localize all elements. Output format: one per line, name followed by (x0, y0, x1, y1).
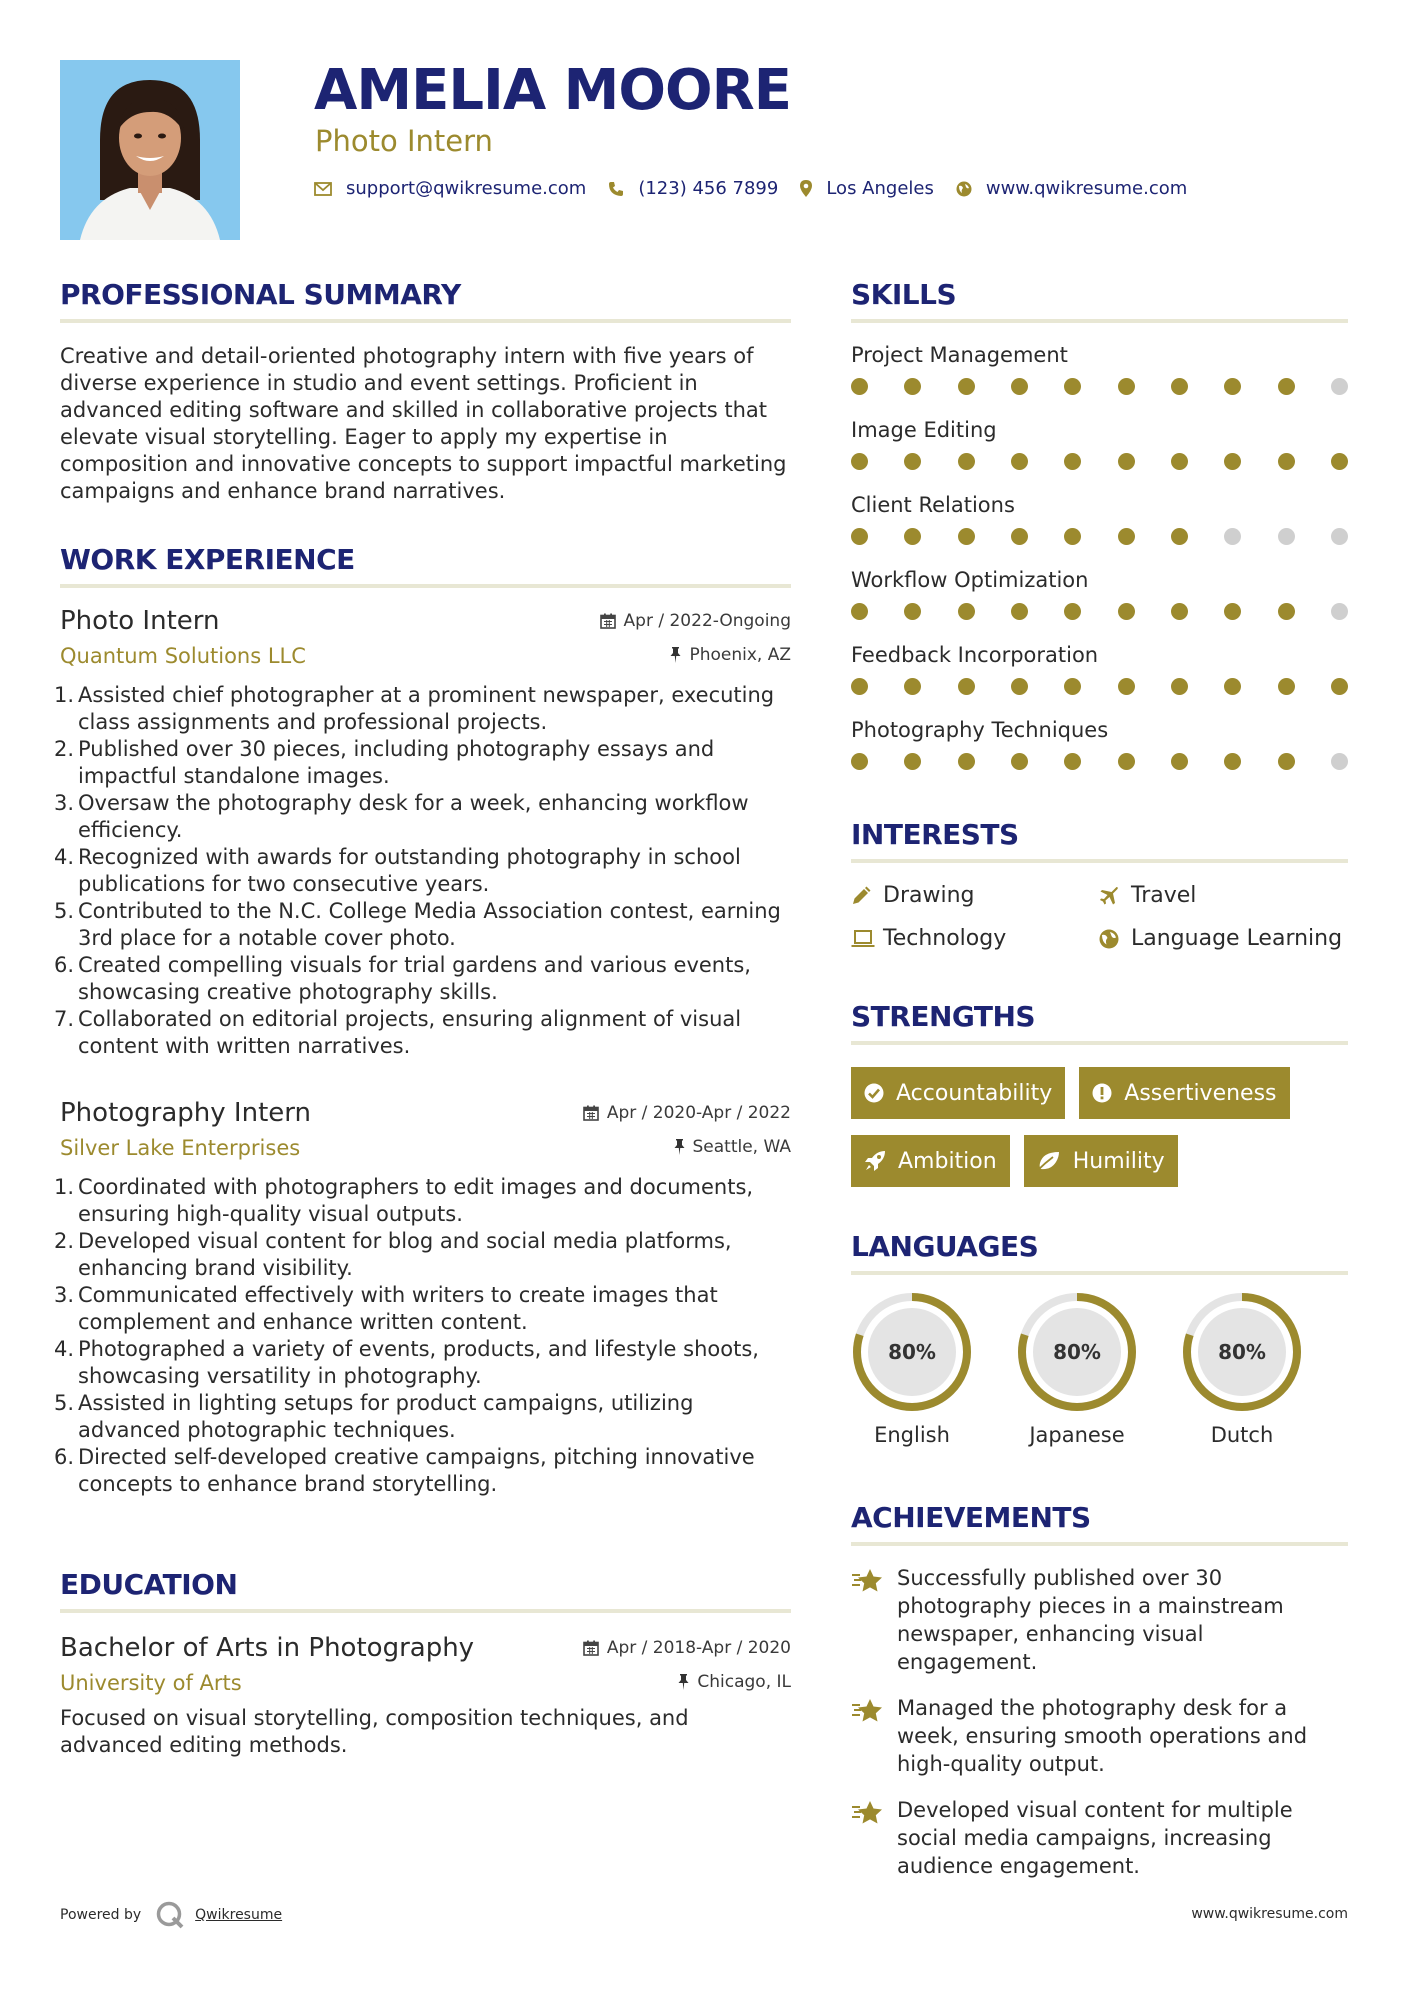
contact-email[interactable] (314, 178, 586, 199)
education-location-text: Chicago, IL (697, 1672, 791, 1692)
education-location (678, 1672, 791, 1692)
language-name: Dutch (1210, 1423, 1274, 1447)
achievement-item (851, 1694, 1348, 1778)
job-entry (54, 606, 791, 1060)
skill-dot (1224, 528, 1241, 545)
skill-name: Image Editing (851, 418, 997, 442)
skill-item (851, 564, 1348, 639)
skill-rating (851, 671, 1348, 714)
phone-icon (608, 181, 624, 197)
skill-dot (851, 378, 868, 395)
skill-dot (851, 603, 868, 620)
section-divider (851, 1041, 1348, 1045)
skill-dot (1331, 528, 1348, 545)
map-pin-icon (800, 180, 812, 197)
skill-dot (1224, 603, 1241, 620)
laptop-icon (851, 930, 883, 948)
exclamation-circle-icon (1092, 1083, 1112, 1103)
skill-dot (1064, 753, 1081, 770)
job-bullets (54, 1174, 791, 1498)
strengths-section (851, 1000, 1348, 1187)
job-bullet: 6. Created compelling visuals for trial gardens and various events, showcasing creative photography skills. (54, 953, 751, 1004)
skill-dot (904, 378, 921, 395)
check-circle-icon (864, 1083, 884, 1103)
job-bullet: 5. Assisted in lighting setups for product campaigns, utilizing advanced photographic techniques. (54, 1391, 694, 1442)
contact-bar (314, 178, 1209, 199)
pencil-icon (851, 886, 883, 906)
section-title: ACHIEVEMENTS (851, 1501, 1091, 1534)
job-location-text: Seattle, WA (692, 1137, 791, 1157)
languages-list (851, 1291, 1348, 1447)
skill-dot (1064, 378, 1081, 395)
skill-dot (1171, 678, 1188, 695)
achievement-text: Successfully published over 30 photography pieces in a mainstream newspaper, enhancing visual engagement. (897, 1566, 1284, 1674)
profile-photo (60, 60, 240, 240)
skill-dot (1118, 378, 1135, 395)
skill-dot (958, 603, 975, 620)
skill-dot (958, 678, 975, 695)
skill-dot (1118, 753, 1135, 770)
skill-dot (1064, 603, 1081, 620)
section-title: LANGUAGES (851, 1230, 1039, 1263)
achievement-item (851, 1796, 1348, 1880)
website-text: www.qwikresume.com (985, 178, 1188, 199)
job-location (670, 645, 791, 665)
skill-dot (904, 678, 921, 695)
phone-text: (123) 456 7899 (638, 178, 779, 199)
interest-item (851, 883, 1099, 908)
job-bullet: 4. Photographed a variety of events, products, and lifestyle shoots, showcasing versatility in photography. (54, 1337, 759, 1388)
qwikresume-link[interactable]: Qwikresume (195, 1907, 283, 1923)
achievements-list (851, 1564, 1348, 1880)
plane-icon (1099, 886, 1131, 906)
skill-dot (904, 603, 921, 620)
skill-dot (851, 453, 868, 470)
skill-name: Feedback Incorporation (851, 643, 1099, 667)
language-item (851, 1291, 973, 1447)
skill-dot (1331, 753, 1348, 770)
section-divider (60, 584, 791, 588)
candidate-name: AMELIA MOORE (314, 58, 791, 123)
skill-dot (1011, 678, 1028, 695)
job-bullet: 6. Directed self-developed creative campaigns, pitching innovative concepts to enhance brand storytelling. (54, 1445, 755, 1496)
skill-dot (1278, 603, 1295, 620)
star-icon (851, 1564, 897, 1676)
job-bullet: 3. Communicated effectively with writers to create images that complement and enhance written content. (54, 1283, 718, 1334)
skill-dot (1224, 453, 1241, 470)
job-title: Photo Intern (60, 606, 220, 636)
job-date-text: Apr / 2022-Ongoing (623, 611, 791, 631)
skill-dot (1171, 603, 1188, 620)
interests-list (851, 883, 1348, 951)
skill-dot (1011, 753, 1028, 770)
contact-phone[interactable] (608, 178, 778, 199)
skill-dot (851, 678, 868, 695)
pushpin-icon (674, 1139, 685, 1155)
calendar-icon (583, 1640, 599, 1656)
skill-dot (1224, 753, 1241, 770)
skill-dot (958, 453, 975, 470)
language-percent: 80% (888, 1340, 936, 1364)
skill-dot (1011, 378, 1028, 395)
job-bullet: 4. Recognized with awards for outstanding photography in school publications for two consecutive years. (54, 845, 741, 896)
summary-text: Creative and detail-oriented photography intern with five years of diverse experience in studio and event settings. Proficient in advanced editing software and skilled in collaborative projects that elevate visual storytelling. Eager to apply my expertise in composition and innovative concepts to support impactful marketing campaigns and enhance brand narratives. (60, 344, 787, 503)
skill-dot (1118, 453, 1135, 470)
interest-label: Technology (883, 926, 1007, 951)
skill-dot (1278, 528, 1295, 545)
strength-badge (1024, 1135, 1178, 1187)
skill-dot (1331, 678, 1348, 695)
contact-website[interactable] (956, 178, 1187, 199)
language-progress-ring (1181, 1291, 1303, 1413)
skill-dot (1278, 678, 1295, 695)
calendar-icon (600, 613, 616, 629)
job-bullet: 1. Coordinated with photographers to edit images and documents, ensuring high-quality visual outputs. (54, 1175, 754, 1226)
skill-dot (851, 753, 868, 770)
qwikresume-logo-icon (155, 1900, 185, 1930)
skill-dot (1064, 453, 1081, 470)
skill-dot (904, 453, 921, 470)
job-location-text: Phoenix, AZ (689, 645, 791, 665)
strength-badge (851, 1067, 1065, 1119)
calendar-icon (583, 1105, 599, 1121)
skill-dot (1224, 678, 1241, 695)
skill-item (851, 414, 1348, 489)
job-bullets (54, 682, 791, 1060)
skill-rating (851, 746, 1348, 789)
skill-dot (1224, 378, 1241, 395)
job-bullet: 3. Oversaw the photography desk for a week, enhancing workflow efficiency. (54, 791, 749, 842)
skill-dot (1171, 453, 1188, 470)
section-title: PROFESSIONAL SUMMARY (60, 278, 461, 311)
interest-label: Travel (1131, 883, 1197, 908)
skill-item (851, 339, 1348, 414)
section-divider (60, 319, 791, 323)
skill-item (851, 714, 1348, 789)
pushpin-icon (670, 647, 681, 663)
skill-dot (1011, 453, 1028, 470)
interest-item (851, 926, 1099, 951)
skill-dot (958, 378, 975, 395)
job-date-text: Apr / 2020-Apr / 2022 (606, 1103, 791, 1123)
skill-dot (1171, 753, 1188, 770)
strength-label: Ambition (898, 1148, 997, 1174)
education-date (583, 1638, 791, 1658)
star-icon (851, 1694, 897, 1778)
globe-icon (1099, 929, 1131, 949)
skills-list (851, 339, 1348, 789)
interest-label: Drawing (883, 883, 975, 908)
skill-rating (851, 446, 1348, 489)
section-title: SKILLS (851, 278, 957, 311)
school-name: University of Arts (60, 1671, 242, 1695)
skill-dot (1331, 378, 1348, 395)
section-divider (851, 859, 1348, 863)
skill-dot (1331, 453, 1348, 470)
skill-dot (1011, 603, 1028, 620)
footer-website[interactable]: www.qwikresume.com (1191, 1906, 1348, 1922)
skill-dot (958, 528, 975, 545)
strength-badge (851, 1135, 1010, 1187)
section-title: EDUCATION (60, 1568, 238, 1601)
contact-location (800, 178, 934, 199)
star-icon (851, 1796, 897, 1880)
skill-dot (1278, 378, 1295, 395)
company-name: Silver Lake Enterprises (60, 1136, 301, 1160)
skill-item (851, 489, 1348, 564)
language-progress-ring (851, 1291, 973, 1413)
envelope-icon (314, 182, 332, 196)
profile-photo-illustration (60, 60, 240, 240)
email-text: support@qwikresume.com (346, 178, 587, 199)
location-text: Los Angeles (826, 178, 934, 199)
skill-dot (1171, 528, 1188, 545)
job-bullet: 2. Developed visual content for blog and social media platforms, enhancing brand visibility. (54, 1229, 732, 1280)
skill-dot (1118, 528, 1135, 545)
skill-dot (904, 528, 921, 545)
strength-badge (1079, 1067, 1289, 1119)
summary-section (60, 278, 791, 505)
interest-item (1099, 883, 1348, 908)
strength-label: Humility (1072, 1148, 1165, 1174)
job-date (600, 611, 791, 631)
degree-title: Bachelor of Arts in Photography (60, 1633, 475, 1663)
footer-powered-by (60, 1900, 282, 1930)
section-divider (851, 1542, 1348, 1546)
achievement-text: Managed the photography desk for a week, ensuring smooth operations and high-quality output. (897, 1696, 1308, 1776)
job-date (583, 1103, 791, 1123)
language-percent: 80% (1053, 1340, 1101, 1364)
skill-dot (1064, 528, 1081, 545)
strength-label: Accountability (896, 1080, 1053, 1106)
skill-dot (1278, 753, 1295, 770)
section-divider (851, 1271, 1348, 1275)
skill-rating (851, 596, 1348, 639)
skill-dot (1011, 528, 1028, 545)
skill-name: Workflow Optimization (851, 568, 1089, 592)
skill-item (851, 639, 1348, 714)
section-title: STRENGTHS (851, 1000, 1036, 1033)
skill-dot (1278, 453, 1295, 470)
language-name: Japanese (1029, 1423, 1125, 1447)
skill-dot (1064, 678, 1081, 695)
language-item (1016, 1291, 1138, 1447)
achievement-text: Developed visual content for multiple social media campaigns, increasing audience engagement. (897, 1798, 1293, 1878)
strengths-list (851, 1067, 1348, 1187)
skill-rating (851, 521, 1348, 564)
skill-dot (958, 753, 975, 770)
interest-label: Language Learning (1131, 926, 1343, 951)
achievement-item (851, 1564, 1348, 1676)
section-divider (851, 319, 1348, 323)
leaf-icon (1037, 1151, 1061, 1171)
section-divider (60, 1609, 791, 1613)
language-item (1181, 1291, 1303, 1447)
strength-label: Assertiveness (1124, 1080, 1277, 1106)
experience-section (54, 543, 791, 1060)
skill-dot (1171, 378, 1188, 395)
skill-dot (1118, 603, 1135, 620)
pushpin-icon (678, 1674, 689, 1690)
language-name: English (874, 1423, 950, 1447)
education-description: Focused on visual storytelling, composition techniques, and advanced editing methods. (60, 1706, 689, 1757)
skill-name: Client Relations (851, 493, 1015, 517)
interest-item (1099, 926, 1348, 951)
candidate-role: Photo Intern (315, 124, 493, 158)
education-date-text: Apr / 2018-Apr / 2020 (606, 1638, 791, 1658)
job-bullet: 5. Contributed to the N.C. College Media Association contest, earning 3rd place for a notable cover photo. (54, 899, 781, 950)
skill-dot (904, 753, 921, 770)
job-location (674, 1137, 792, 1157)
language-progress-ring (1016, 1291, 1138, 1413)
job-bullet: 7. Collaborated on editorial projects, ensuring alignment of visual content with written narratives. (54, 1007, 742, 1058)
section-title: WORK EXPERIENCE (60, 543, 355, 576)
skill-dot (1331, 603, 1348, 620)
rocket-icon (864, 1150, 886, 1172)
skill-name: Photography Techniques (851, 718, 1109, 742)
job-bullet: 2. Published over 30 pieces, including photography essays and impactful standalone images. (54, 737, 715, 788)
company-name: Quantum Solutions LLC (60, 644, 306, 668)
skill-dot (851, 528, 868, 545)
skill-name: Project Management (851, 343, 1068, 367)
achievements-section (851, 1501, 1348, 1898)
education-section (60, 1568, 791, 1759)
job-title: Photography Intern (60, 1098, 311, 1128)
languages-section (851, 1230, 1348, 1447)
job-bullet: 1. Assisted chief photographer at a prominent newspaper, executing class assignments and professional projects. (54, 683, 775, 734)
skill-dot (1118, 678, 1135, 695)
language-percent: 80% (1218, 1340, 1266, 1364)
skills-section (851, 278, 1348, 789)
job-entry (54, 1098, 791, 1498)
skill-rating (851, 371, 1348, 414)
powered-by-text: Powered by (60, 1907, 142, 1923)
section-title: INTERESTS (851, 818, 1019, 851)
globe-icon (956, 181, 972, 197)
interests-section (851, 818, 1348, 951)
